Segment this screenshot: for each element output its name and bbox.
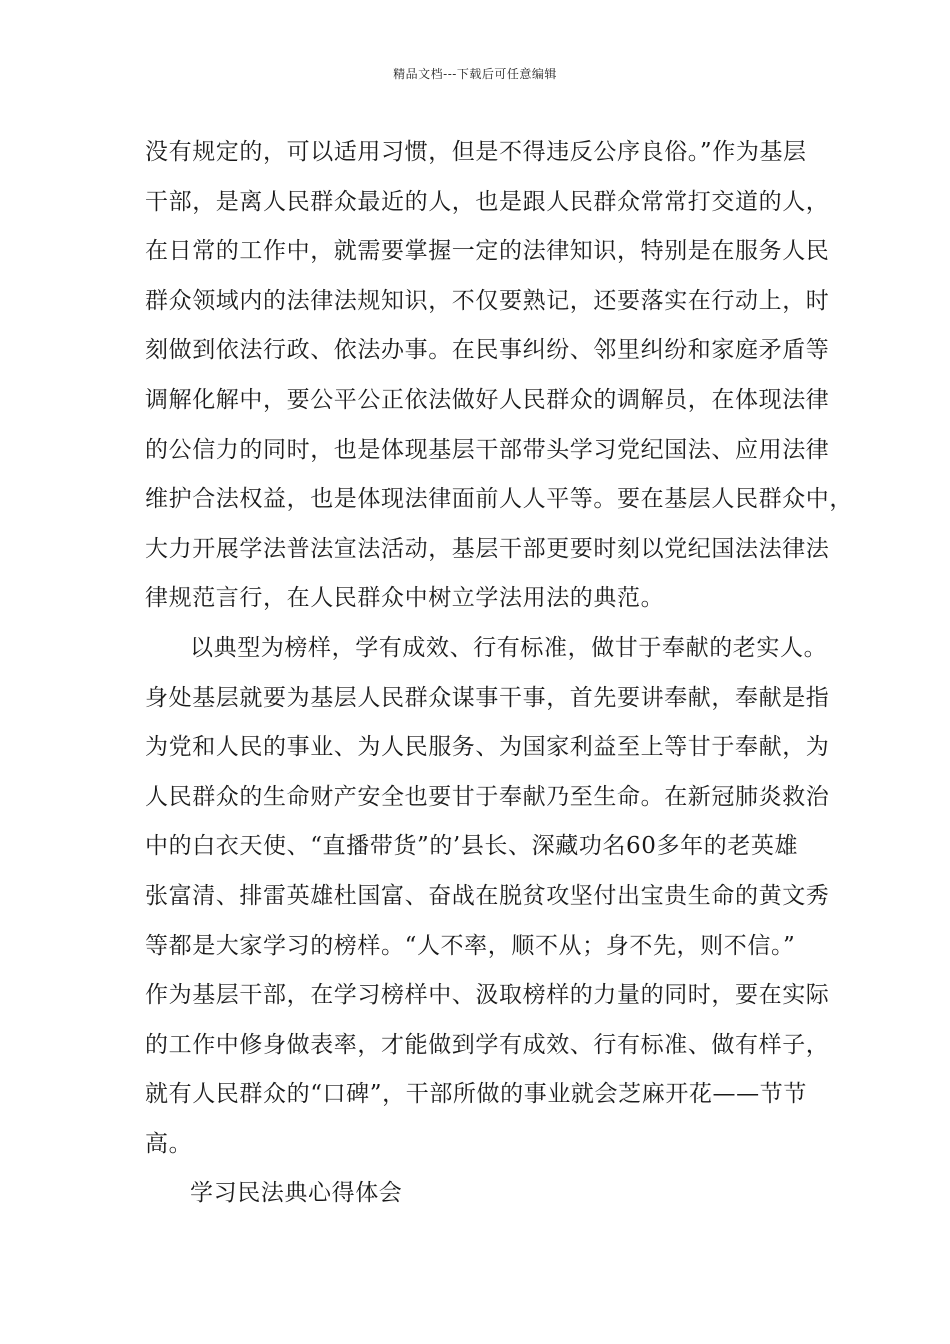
text-line: 律规范言行，在人民群众中树立学法用法的典范。 xyxy=(145,585,665,612)
text-line: 就有人民群众的“口碑”，干部所做的事业就会芝麻开花——节节 xyxy=(145,1081,807,1108)
text-line: 维护合法权益，也是体现法律面前人人平等。要在基层人民群众中， xyxy=(145,486,853,513)
text-line: 调解化解中，要公平公正依法做好人民群众的调解员，在体现法律 xyxy=(145,386,830,413)
text-line: 大力开展学法普法宣法活动，基层干部更要时刻以党纪国法法律法 xyxy=(145,535,830,562)
text-line: 高。 xyxy=(145,1130,193,1157)
text-line: 干部，是离人民群众最近的人，也是跟人民群众常常打交道的人， xyxy=(145,188,830,215)
body-text xyxy=(145,134,853,1225)
section-heading: 学习民法典心得体会 xyxy=(190,1180,403,1207)
text-line: 的工作中修身做表率，才能做到学有成效、行有标准、做有样子， xyxy=(145,1031,830,1058)
text-line: 刻做到依法行政、依法办事。在民事纠纷、邻里纠纷和家庭矛盾等 xyxy=(145,337,830,364)
text-line: 没有规定的，可以适用习惯，但是不得违反公序良俗。”作为基层 xyxy=(145,139,807,165)
paragraph-start-line: 以典型为榜样，学有成效、行有标准，做甘于奉献的老实人。 xyxy=(190,634,828,661)
text-line: 群众领域内的法律法规知识，不仅要熟记，还要落实在行动上，时 xyxy=(145,287,830,314)
text-line: 身处基层就要为基层人民群众谋事干事，首先要讲奉献，奉献是指 xyxy=(145,684,830,711)
text-line: 的公信力的同时，也是体现基层干部带头学习党纪国法、应用法律 xyxy=(145,436,830,463)
text-line: 中的白衣天使、“直播带货”的’县长、深藏功名60多年的老英雄 xyxy=(145,833,799,860)
text-line: 为党和人民的事业、为人民服务、为国家利益至上等甘于奉献，为 xyxy=(145,734,830,761)
text-line: 张富清、排雷英雄杜国富、奋战在脱贫攻坚付出宝贵生命的黄文秀 xyxy=(145,882,830,909)
text-line: 等都是大家学习的榜样。“人不率，顺不从；身不先，则不信。” xyxy=(145,932,796,959)
text-line: 作为基层干部，在学习榜样中、汲取榜样的力量的同时，要在实际 xyxy=(145,982,830,1009)
page-header: 精品文档---下载后可任意编辑 xyxy=(393,67,557,81)
text-line: 在日常的工作中，就需要掌握一定的法律知识，特别是在服务人民 xyxy=(145,238,830,265)
text-line: 人民群众的生命财产安全也要甘于奉献乃至生命。在新冠肺炎救治 xyxy=(145,783,830,810)
